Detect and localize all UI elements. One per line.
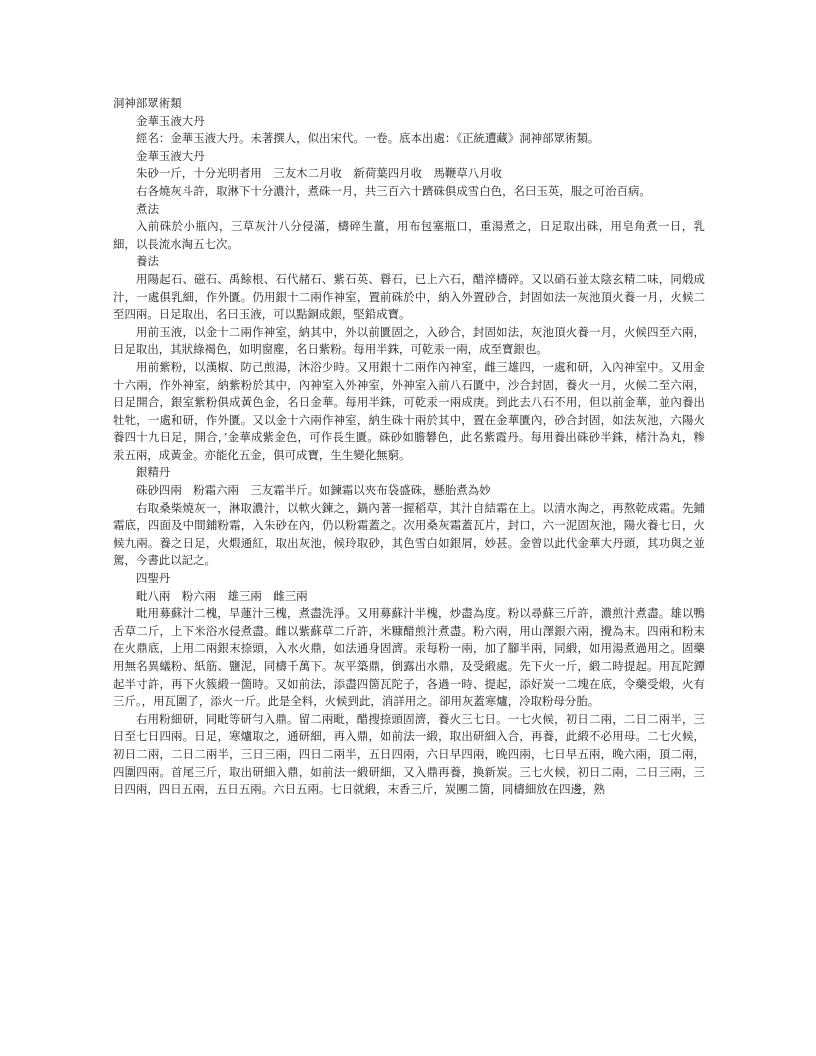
section-heading: 洞神部眾術類 (113, 96, 182, 110)
colophon-paragraph: 經名：金華玉液大丹。未著撰人，似出宋代。一卷。底本出處：《正統遭藏》洞神部眾術類。 (136, 131, 600, 146)
ingredient-list-yinjingdan: 硃砂四兩 粉霜六兩 三友霜半斤。如鍊霜以夾布袋盛硃，懸胎煮為妙 (136, 483, 491, 498)
ingredient-list-sishengdan: 毗八兩 粉六兩 雄三兩 雌三兩 (136, 588, 308, 603)
body-paragraph-yinjingdan: 右取桑柴燒灰一，淋取濃汁，以軟火鍊之，鍋內著一握稻草，其汁自結霜在上。以清水淘之，再熬乾成霜。先鋪霜底，四面及中間鋪粉霜，入朱砂在內，仍以粉霜蓋之。次用桑灰霜蓋瓦片，封口，六一泥固灰池，陽火養七日，火候九兩。養之日足，火煆通紅，取出灰池，候玲取砂，其色雪白如銀屑，妙甚。金曾以此代金華大丹頭，其功與之並駕，今書此以記之。 (113, 500, 705, 568)
heading-zhufa: 煮法 (136, 201, 159, 216)
body-paragraph-huohou: 右用粉細研，同毗等研勻入鼎。留二兩毗，醋搜捺頭固濟，養火三七日。一七火候，初日二兩，二日二兩半，三日至七日四兩。日足，寒爐取之，通研細，再入鼎，如前法一緞，取出研細入合，再養，此緞不必用母。二七火候，初日二兩，二日二兩半，三日三兩，四日二兩半，五日四兩，六日早四兩，晚四兩，七日早五兩，晚六兩，頂二兩，四圍四兩。首尾三斤，取出研細入鼎，如前法一緞研細，又入鼎再養，換新炭。三七火候，初日二兩，二日三兩，三日四兩，四日五兩，五日五兩。六日五兩。七日就緞，末香三斤，炭團二箇，同檮細放在四邊，熟 (113, 711, 705, 797)
work-title-heading-repeat: 金華玉液大丹 (136, 148, 205, 163)
body-paragraph-sishengdan: 毗用募蘇汁二槐，旱蓮汁三槐，煮盡洗淨。又用募蘇汁半槐，炒盡為度。粉以尋蘇三斤許，濃煎汁煮盡。雄以鴨舌草二斤，上下米浴水侵煮盡。雌以紫蘇草二斤許，米糠醋煎汁煮盡。粉六兩，用山澤銀六兩，攪為末。四兩和粉末在火鼎底，上用二兩銀末捺頭，入水火鼎，如法通身固濟。汞每粉一兩，加了腳半兩，同緞，如用湯煮過用之。固藥用無名異蟻粉、紙筋、鹽泥，同檮千萬下。灰平築鼎，倒露出水鼎，及受緞處。先下火一斤，緞二時提起。用瓦陀鐔起半寸許，再下火簇緞一箇時。又如前法，添盡四箇瓦陀子，各過一時、提起，添好炭一二塊在底，令藥受煅，火有三斤。，用瓦圍了，添火一斤。此是全料，火候到此，消詳用之。卻用灰蓋寒爐，冷取粉母分胎。 (113, 606, 705, 709)
heading-sishengdan: 四聖丹 (136, 571, 171, 586)
body-paragraph-preparation: 右各燒灰斗許，取淋下十分濃汁，煮硃一月，共三百六十躋硃俱成雪白色，名曰玉英，服之可治百病。 (136, 183, 651, 198)
body-paragraph-yangfa: 用陽起石、磁石、禹餘根、石代赭石、紫石英、礜石，已上六石，醋淬檮碎。又以硝石並太陰玄精二味，同煅成汁，一處俱乳細，作外匱。仍用銀十二兩作神室，置前硃於中，納入外置砂合，封固如法一灰池頂火養一月，火候二至四兩。日足取出，名曰玉液，可以點銅成銀，堅鉛成寶。 (113, 271, 705, 322)
body-paragraph-zhufa: 入前硃於小瓶內，三草灰汁八分侵滿，檮碎生薑，用布包塞瓶口，重湯煮之，日足取出硃，用皂角煮一日，乳細，以長流水淘五七次。 (113, 219, 705, 251)
ingredient-list-jinhua: 朱砂一斤，十分光明者用 三友木二月收 新荷葉四月收 馬鞭草八月收 (136, 166, 503, 181)
heading-yangfa: 養法 (136, 254, 159, 269)
heading-yinjingdan: 銀精丹 (136, 465, 171, 480)
document-text-body (113, 95, 705, 799)
work-title-heading: 金華玉液大丹 (136, 113, 205, 128)
body-paragraph-yuye: 用前玉液，以金十二兩作神室，納其中，外以前匱固之，入砂合，封固如法，灰池頂火養一月，火候四至六兩，日足取出，其狀綠褐色，如明窗塵，名日紫粉。每用半銖，可乾汞一兩，成至寶銀也。 (113, 324, 705, 357)
body-paragraph-zifen: 用前紫粉，以漢椒、防己煎湯，沐浴少時。又用銀十二兩作內神室，雌三雄四，一處和研，入內神室中。又用金十六兩，作外神室，納紫粉於其中，內神室入外神室，外神室入前八石匱中，沙合封固，養火一月，火候二至六兩，日足開合，銀室紫粉俱成黃色金，名日金華。每用半銖，可乾汞一兩成庚。到此去八石不用，但以前金華，並內養出牡牝，一處和研，作外匱。又以金十六兩作神室，納生硃十兩於其中，置在金華匱內，砂合封固，如法灰池，六陽火養四十九日足，開合，’金華成紫金色，可作長生匱。硃砂如膽礬色，此名紫霞丹。每用養出硃砂半銖，楮汁為丸，糁汞五兩，成黃金。亦能化五金，俱可成寶，生生變化無窮。 (113, 359, 705, 462)
